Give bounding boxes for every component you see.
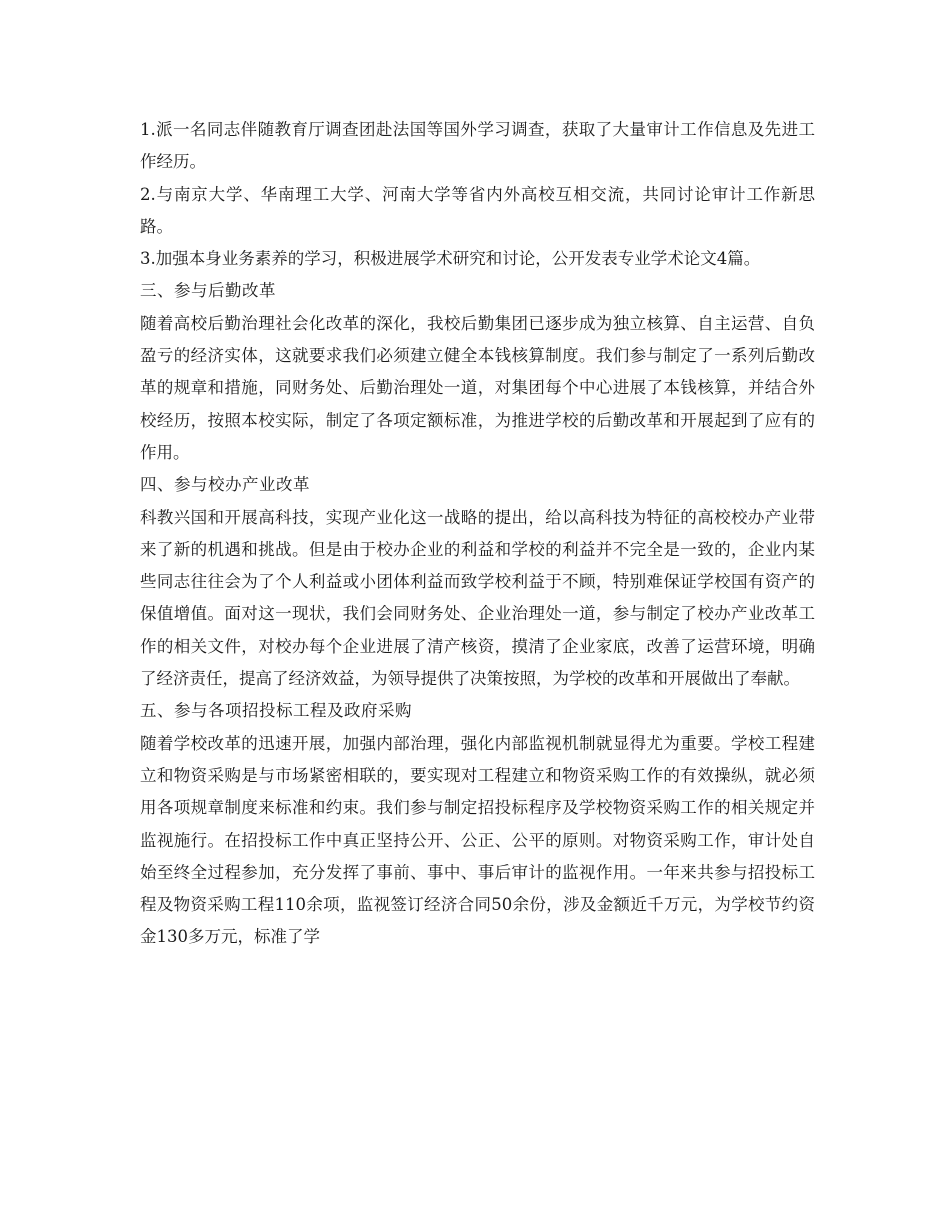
section-heading-3: 三、参与后勤改革	[140, 281, 276, 301]
list-item-2: 2.与南京大学、华南理工大学、河南大学等省内外高校互相交流，共同讨论审计工作新思路。	[140, 184, 815, 236]
section-heading-5: 五、参与各项招投标工程及政府采购	[140, 701, 412, 721]
list-item-3: 3.加强本身业务素养的学习，积极进展学术研究和讨论，公开发表专业学术论文4篇。	[140, 249, 761, 269]
section-heading-4: 四、参与校办产业改革	[140, 475, 310, 495]
section-5-paragraph: 随着学校改革的迅速开展，加强内部治理，强化内部监视机制就显得尤为重要。学校工程建立和物资采购是与市场紧密相联的，要实现对工程建立和物资采购工作的有效操纵，就必须用各项规章制度来标准和约束。我们参与制定招投标程序及学校物资采购工作的相关规定并监视施行。在招投标工作中真正坚持公开、公正、公平的原则。对物资采购工作，审计处自始至终全过程参加，充分发挥了事前、事中、事后审计的监视作用。一年来共参与招投标工程及物资采购工程110余项，监视签订经济合同50余份，涉及金额近千万元，为学校节约资金130多万元，标准了学	[140, 733, 815, 947]
document-body	[140, 114, 815, 954]
list-item-1: 1.派一名同志伴随教育厅调查团赴法国等国外学习调查，获取了大量审计工作信息及先进工作经历。	[140, 120, 815, 172]
section-4-paragraph: 科教兴国和开展高科技，实现产业化这一战略的提出，给以高科技为特征的高校校办产业带来了新的机遇和挑战。但是由于校办企业的利益和学校的利益并不完全是一致的，企业内某些同志往往会为了个人利益或小团体利益而致学校利益于不顾，特别难保证学校国有资产的保值增值。面对这一现状，我们会同财务处、企业治理处一道，参与制定了校办产业改革工作的相关文件，对校办每个企业进展了清产核资，摸清了企业家底，改善了运营环境，明确了经济责任，提高了经济效益，为领导提供了决策按照，为学校的改革和开展做出了奉献。	[140, 507, 815, 689]
section-3-paragraph: 随着高校后勤治理社会化改革的深化，我校后勤集团已逐步成为独立核算、自主运营、自负盈亏的经济实体，这就要求我们必须建立健全本钱核算制度。我们参与制定了一系列后勤改革的规章和措施，同财务处、后勤治理处一道，对集团每个中心进展了本钱核算，并结合外校经历，按照本校实际，制定了各项定额标准，为推进学校的后勤改革和开展起到了应有的作用。	[140, 313, 815, 462]
